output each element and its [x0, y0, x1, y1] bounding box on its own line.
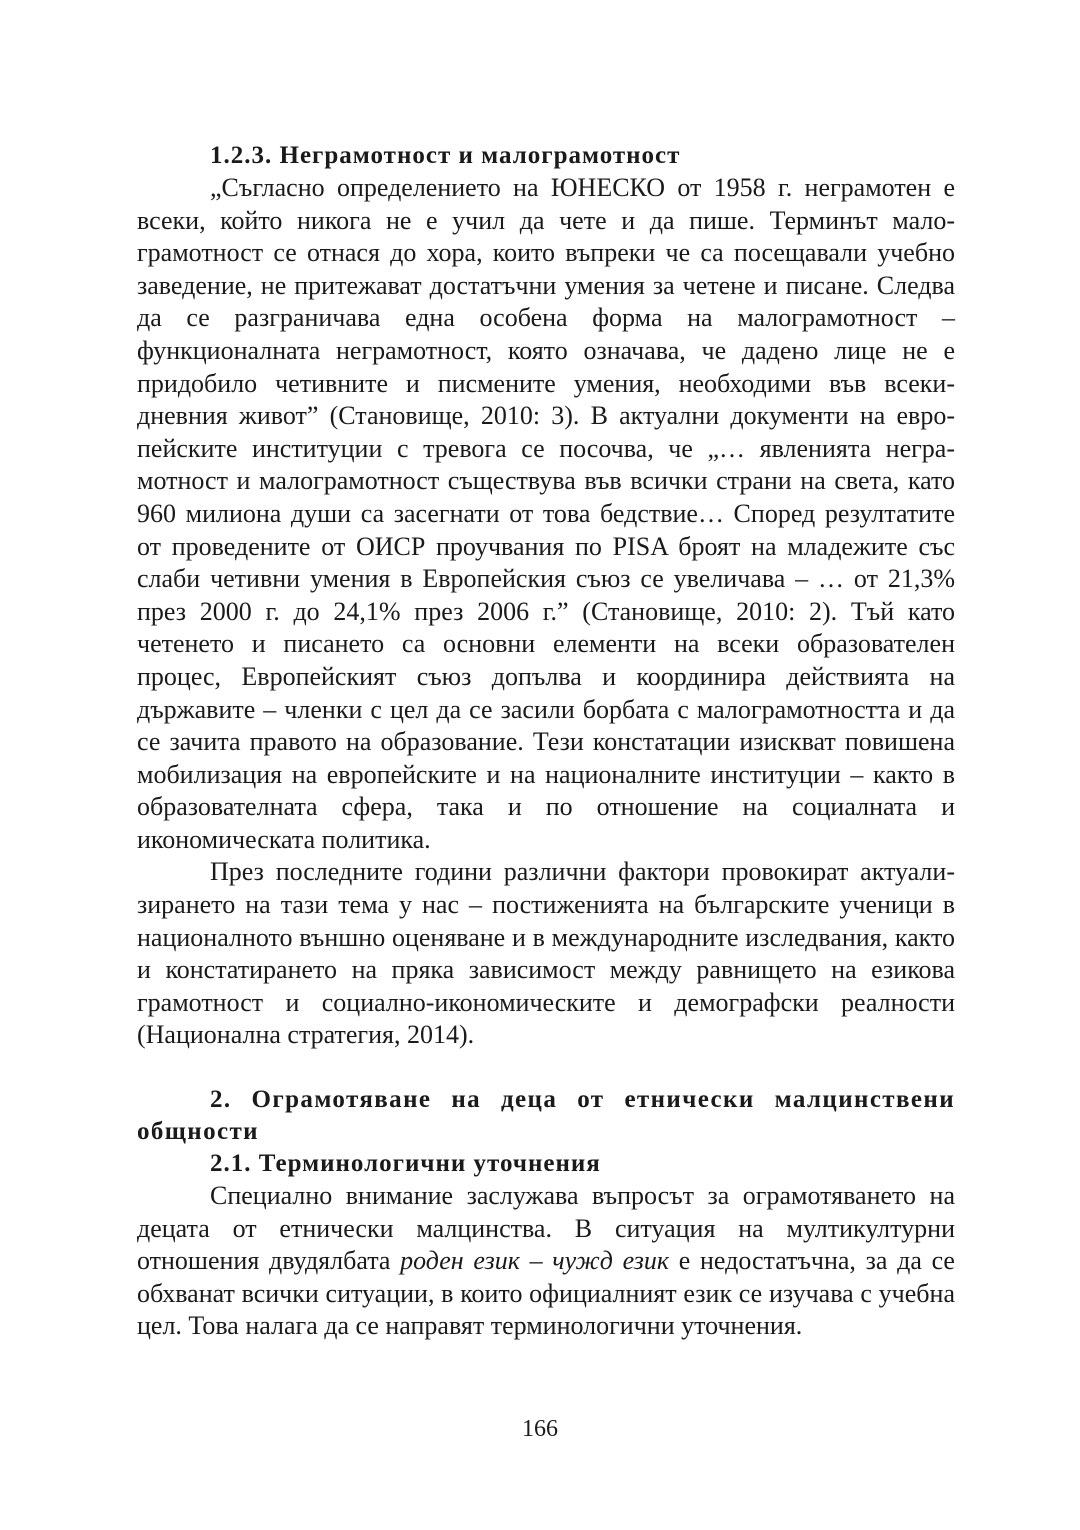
paragraph-recent-years: През последните години различни фактори провокират актуализирането на тази тема у нас – постиженията на българските ученици в националното външно оценяване и в международните изследвания, както и констатирането на пряка зависимост между равнището на езикова грамотност и социално-икономическите и демографски реалности (Национална стратегия, 2014). [137, 857, 955, 1050]
section-heading-2-1: 2.1. Терминологични уточнения [210, 1150, 601, 1178]
paragraph-special-attention [137, 1180, 955, 1343]
italic-term: роден език – чужд език [400, 1246, 670, 1276]
paragraph-literacy-definition: „Съгласно определението на ЮНЕСКО от 1958 г. неграмотен е всеки, който никога не е учил да чете и да пише. Терминът малограмотност се отнася до хора, които въпреки че са посещавали учебно заведение, не притежават достатъчни умения за четене и писане. Следва да се разграничава една особена форма на малограмотност – функционалната неграмотност, която означава, че дадено лице не е придобило четивните и писмените умения, необходими във всекидневния живот” (Становище, 2010: 3). В актуални документи на европейските институции с тревога се посочва, че „… явленията неграмотност и малограмотност съществува във всички страни на света, като 960 милиона души са засегнати от това бедствие… Според резултатите от проведените от ОИСР проучвания по PISA броят на младежите със слаби четивни умения в Европейския съюз се увеличава – … от 21,3% през 2000 г. до 24,1% през 2006 г.” (Становище, 2010: 2). Тъй като четенето и писането са основни елементи на всеки образователен процес, Европейският съюз допълва и координира действията на държавите – членки с цел да се засили борбата с малограмотността и да се зачита правото на образование. Тези констатации изискват повишена мобилизация на европейските и на националните институции – както в образователната сфера, така и по отношение на социалната и икономическата политика. [137, 173, 955, 854]
page-number: 166 [522, 1416, 558, 1442]
section-heading-2: 2. Ограмотяване на деца от етнически малцинствени общности [137, 1086, 955, 1146]
section-heading-1-2-3: 1.2.3. Неграмотност и малограмотност [210, 142, 681, 169]
section-spacer [137, 1052, 955, 1084]
paragraph-text-start: Специално внимание заслужава въпросът за ограмотяването на децата от етнически малцинства. В ситуация на мултикултурни отношения двудялбата [137, 1181, 955, 1276]
page-body [137, 140, 955, 1343]
paragraph-text-end: е недостатъчна, за да се обхванат всички ситуации, в които официалният език се изучава с учебна цел. Това налага да се направят терминологични уточнения. [137, 1246, 955, 1341]
